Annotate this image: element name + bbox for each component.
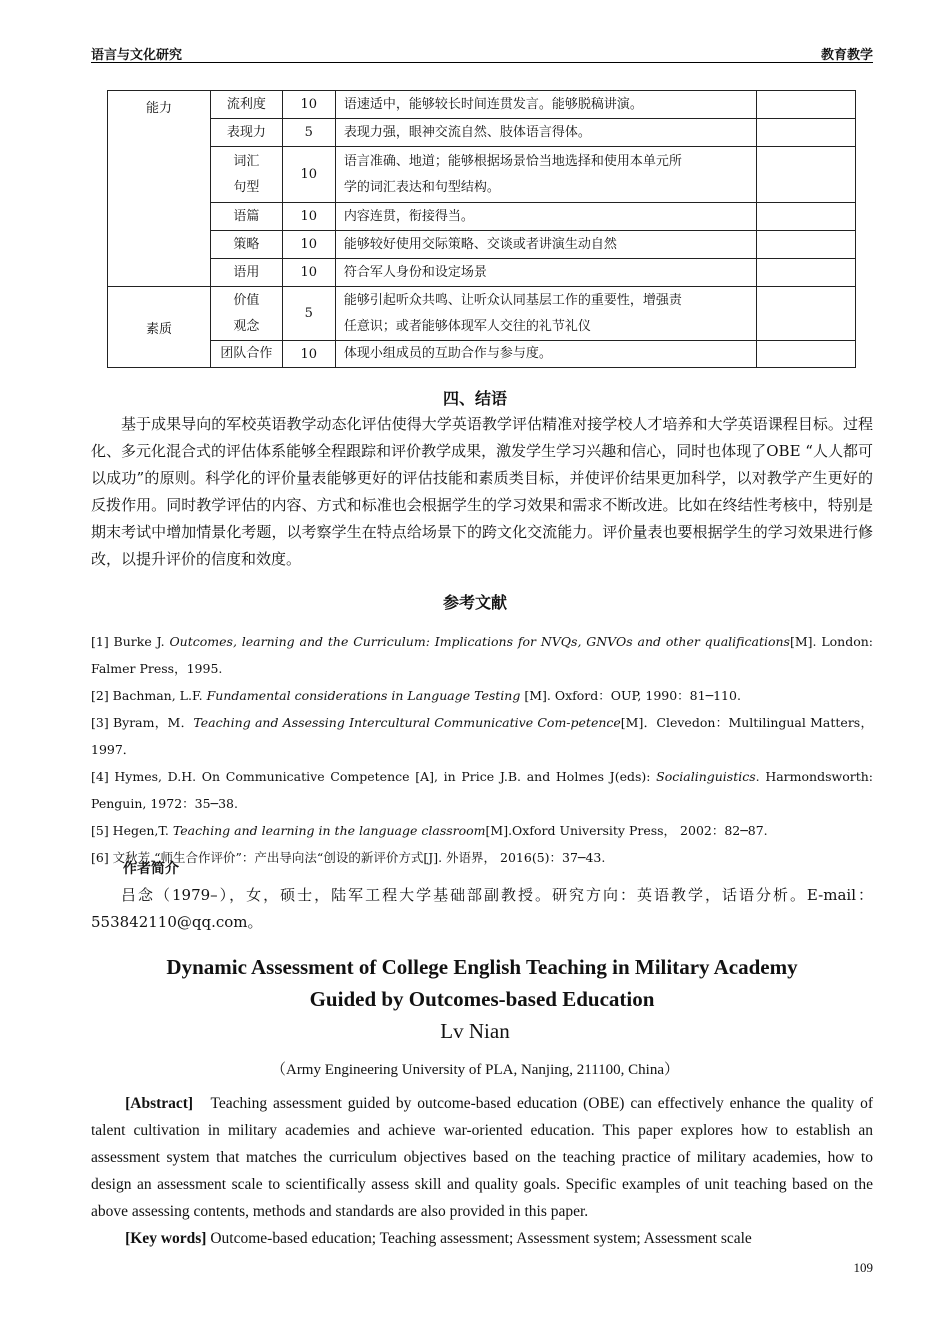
- item-cell: 语用: [210, 259, 282, 287]
- score-cell: 10: [282, 203, 335, 231]
- blank-cell: [757, 287, 856, 341]
- blank-cell: [757, 341, 856, 368]
- item-cell: 团队合作: [210, 341, 282, 368]
- blank-cell: [757, 231, 856, 259]
- description-cell: 能够引起听众共鸣、让听众认同基层工作的重要性，增强责 任意识；或者能够体现军人交往的礼节礼仪: [335, 287, 756, 341]
- reference-item: [6] 文秋芳.“师生合作评价”：产出导向法“创设的新评价方式[J]. 外语界， 2016(5)：37─43.: [91, 850, 606, 865]
- blank-cell: [757, 259, 856, 287]
- description-cell: 能够较好使用交际策略、交谈或者讲演生动自然: [335, 231, 756, 259]
- score-cell: 10: [282, 147, 335, 203]
- item-cell: 策略: [210, 231, 282, 259]
- description-cell: 语速适中，能够较长时间连贯发言。能够脱稿讲演。: [335, 91, 756, 119]
- table-row: [108, 259, 856, 287]
- table-row: [108, 119, 856, 147]
- score-cell: 5: [282, 119, 335, 147]
- category-cell: 能力: [108, 91, 211, 287]
- blank-cell: [757, 91, 856, 119]
- score-cell: 5: [282, 287, 335, 341]
- table-row: [108, 203, 856, 231]
- section-name: 教育教学: [820, 48, 873, 63]
- blank-cell: [757, 203, 856, 231]
- author-bio-heading: 作者简介: [123, 861, 179, 877]
- description-cell: 表现力强，眼神交流自然、肢体语言得体。: [335, 119, 756, 147]
- author-bio-text: 吕念（1979–），女，硕士，陆军工程大学基础部副教授。研究方向：英语教学，话语分析。E-mail：553842110@qq.com。: [91, 886, 873, 931]
- journal-name: 语言与文化研究: [91, 48, 183, 63]
- item-cell: 流利度: [210, 91, 282, 119]
- description-cell: 体现小组成员的互助合作与参与度。: [335, 341, 756, 368]
- item-cell: 价值 观念: [210, 287, 282, 341]
- score-cell: 10: [282, 259, 335, 287]
- page-number: 109: [853, 1260, 873, 1275]
- score-cell: 10: [282, 91, 335, 119]
- score-cell: 10: [282, 341, 335, 368]
- blank-cell: [757, 147, 856, 203]
- english-abstract: [Abstract] Teaching assessment guided by outcome-based education (OBE) can effectively enhance the quality of talent cultivation in military academies and achieve war-oriented education. This paper explores how to establish an assessment system that matches the curriculum objectives based on the teaching practice of military academies, how to design an assessment scale to scientifically assess skill and quality goals. Specific examples of unit teaching based on the above assessing contents, methods and standards are also provided in this paper.: [91, 1095, 873, 1220]
- reference-item: [3] Byram，M．Teaching and Assessing Intercultural Communicative Com-petence[M]．Clevedon：Multilingual Matters，1997．: [91, 715, 873, 757]
- assessment-rubric-table: [107, 90, 856, 368]
- item-cell: 词汇 句型: [210, 147, 282, 203]
- english-author: Lv Nian: [440, 1019, 510, 1043]
- english-affiliation: （Army Engineering University of PLA, Nanjing, 211100, China）: [270, 1062, 679, 1078]
- conclusion-heading: 四、结语: [442, 389, 507, 408]
- english-title: Dynamic Assessment of College English Teaching in Military Academy Guided by Outcomes-based Education: [166, 955, 798, 1011]
- running-header: [91, 42, 873, 63]
- blank-cell: [757, 119, 856, 147]
- table-row: [108, 341, 856, 368]
- item-cell: 语篇: [210, 203, 282, 231]
- reference-item: [5] Hegen,T. Teaching and learning in the language classroom[M].Oxford University Press， 2002：82─87.: [91, 823, 768, 838]
- table-row: [108, 147, 856, 203]
- table-row: [108, 231, 856, 259]
- english-keywords: [Key words] Outcome-based education; Teaching assessment; Assessment system; Assessment scale: [125, 1230, 752, 1247]
- table-row: [108, 91, 856, 119]
- conclusion-paragraph: 基于成果导向的军校英语教学动态化评估使得大学英语教学评估精准对接学校人才培养和大学英语课程目标。过程化、多元化混合式的评估体系能够全程跟踪和评价教学成果，激发学生学习兴趣和信心，同时也体现了OBE “人人都可以成功”的原则。科学化的评价量表能够更好的评估技能和素质类目标，并使评价结果更加科学，以对教学产生更好的反拨作用。同时教学评估的内容、方式和标准也会根据学生的学习效果和需求不断改进。比如在终结性考核中，特别是期末考试中增加情景化考题，以考察学生在特点给场景下的跨文化交流能力。评价量表也要根据学生的学习效果进行修改，以提升评价的信度和效度。: [91, 415, 873, 568]
- references-heading: 参考文献: [442, 593, 507, 612]
- table-row: [108, 287, 856, 341]
- reference-item: [2] Bachman, L.F. Fundamental considerations in Language Testing [M]. Oxford：OUP, 1990：81─110.: [91, 688, 741, 703]
- reference-item: [1] Burke J. Outcomes, learning and the Curriculum: Implications for NVQs, GNVOs and other qualifications[M]. London: Falmer Press，1995.: [91, 634, 874, 676]
- score-cell: 10: [282, 231, 335, 259]
- description-cell: 符合军人身份和设定场景: [335, 259, 756, 287]
- item-cell: 表现力: [210, 119, 282, 147]
- reference-item: [4] Hymes, D.H. On Communicative Competence [A], in Price J.B. and Holmes J(eds): Socialinguistics. Harmondsworth: Penguin, 1972：35─38.: [91, 769, 873, 811]
- reference-list: [91, 628, 873, 871]
- description-cell: 内容连贯，衔接得当。: [335, 203, 756, 231]
- category-cell: 素质: [108, 287, 211, 368]
- description-cell: 语言准确、地道；能够根据场景恰当地选择和使用本单元所 学的词汇表达和句型结构。: [335, 147, 756, 203]
